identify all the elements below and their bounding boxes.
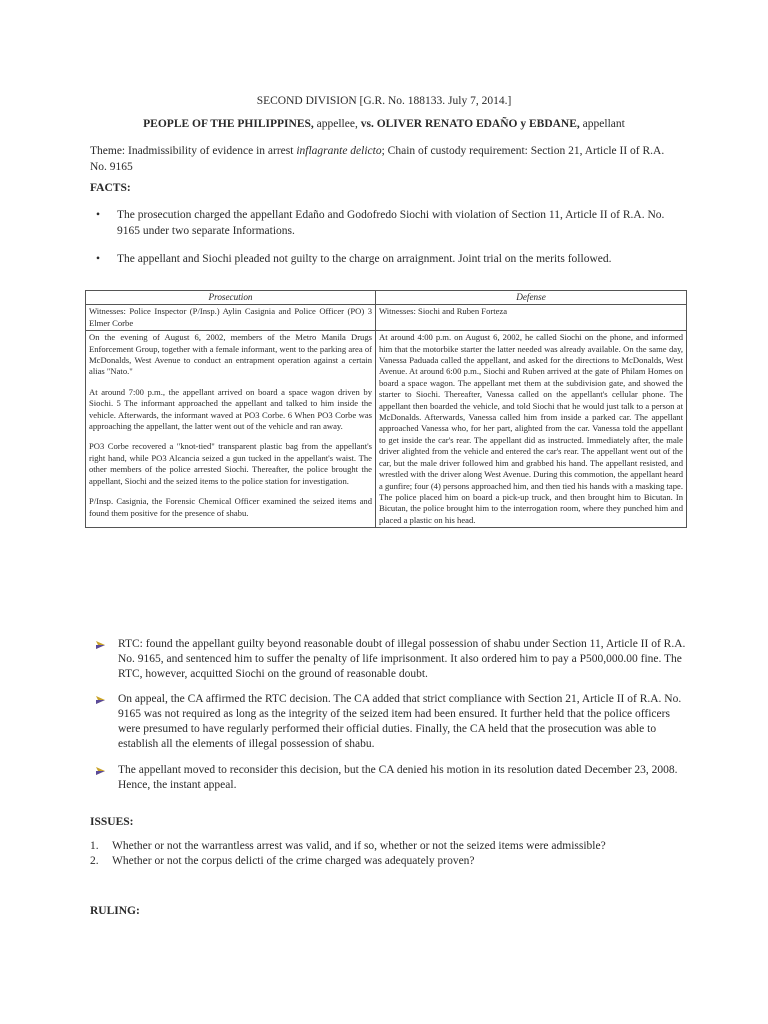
list-item [90, 637, 690, 682]
defense-header: Defense [376, 291, 687, 305]
evidence-table [85, 290, 687, 528]
arrow-bullet-icon [94, 694, 106, 706]
appellant-name: vs. OLIVER RENATO EDAÑO y EBDANE, [360, 118, 580, 130]
facts-list [90, 207, 690, 267]
list-item-text: The appellant moved to reconsider this decision, but the CA denied his motion in its resolution dated December 23, 2008. Hence, the instant appeal. [118, 764, 678, 791]
defense-witnesses: Witnesses: Siochi and Ruben Forteza [376, 305, 687, 331]
list-item-text: Whether or not the warrantless arrest was valid, and if so, whether or not the seized items were admissible? [112, 840, 606, 852]
list-item-text: On appeal, the CA affirmed the RTC decision. The CA added that strict compliance with Section 21, Article II of R.A. No. 9165 was not required as long as the integrity of the seized item had been ensured. It further held that the police officers were presumed to have regularly performed their official duties. Finally, the CA held that the prosecution was able to establish all the elements of illegal possession of shabu. [118, 693, 682, 750]
ruling-heading: RULING: [90, 905, 140, 917]
theme-italic: inflagrante delicto [296, 145, 382, 157]
list-item [90, 251, 690, 267]
arrow-bullet-icon [94, 639, 106, 651]
case-title [0, 118, 768, 130]
facts-heading: FACTS: [90, 182, 131, 194]
list-item-number: 2. [90, 855, 99, 867]
list-item [90, 763, 690, 793]
list-item [90, 854, 690, 869]
list-item [90, 207, 690, 239]
bullet-icon: • [96, 209, 101, 221]
division-heading: SECOND DIVISION [G.R. No. 188133. July 7, 2014.] [256, 95, 512, 107]
table-row [86, 331, 687, 528]
appellant-label: appellant [579, 118, 625, 130]
theme-prefix: Theme: Inadmissibility of evidence in arrest [90, 145, 297, 157]
table-paragraph: PO3 Corbe recovered a "knot-tied" transparent plastic bag from the appellant's right hand, while PO3 Alcancia seized a gun tucked in the appellant's waist. The other members of the police arrested Siochi. Thereafter, the police brought the appellant, Siochi and the seized items to the police station for investigation. [89, 441, 372, 486]
table-paragraph: P/Insp. Casignia, the Forensic Chemical Officer examined the seized items and found them positive for the presence of shabu. [89, 496, 372, 518]
list-item-text: The appellant and Siochi pleaded not guilty to the charge on arraignment. Joint trial on the merits followed. [117, 253, 612, 265]
issues-heading: ISSUES: [90, 816, 134, 828]
prosecution-header: Prosecution [86, 291, 376, 305]
appellee-label: appellee, [313, 118, 361, 130]
list-item-number: 1. [90, 840, 99, 852]
table-header-row [86, 291, 687, 305]
table-paragraph: On the evening of August 6, 2002, members of the Metro Manila Drugs Enforcement Group, together with a female informant, went to the parking area of McDonalds, West Avenue to conduct an entrapment operation against a certain alias "Nato." [89, 332, 372, 377]
arrow-bullet-icon [94, 765, 106, 777]
list-item-text: The prosecution charged the appellant Edaño and Godofredo Siochi with violation of Section 11, Article II of R.A. No. 9165 under two separate Informations. [117, 209, 665, 237]
appellee-name: PEOPLE OF THE PHILIPPINES, [143, 118, 314, 130]
theme-paragraph [90, 143, 682, 175]
list-item [90, 692, 690, 752]
table-row [86, 305, 687, 331]
list-item-text: RTC: found the appellant guilty beyond reasonable doubt of illegal possession of shabu under Section 11, Article II of R.A. No. 9165, and sentenced him to suffer the penalty of life imprisonment. It also ordered him to pay a P500,000.00 fine. The RTC, however, acquitted Siochi on the ground of reasonable doubt. [118, 638, 686, 680]
prosecution-witnesses: Witnesses: Police Inspector (P/Insp.) Aylin Casignia and Police Officer (PO) 3 Elmer Corbe [86, 305, 376, 331]
prosecution-account [86, 331, 376, 528]
defense-account: At around 4:00 p.m. on August 6, 2002, he called Siochi on the phone, and informed him that the motorbike starter the latter needed was already available. On the same day, Vanessa Paduada called the appellant, and asked for the directions to McDonalds, West Avenue. At around 6:00 p.m., Siochi and Ruben arrived at the gate of Philam Homes on board a space wagon. The appellant met them at the subdivision gate, and showed the starter to Siochi. Thereafter, Vanessa called on the appellant's cellular phone. The appellant then boarded the vehicle, and told Siochi that he would just talk to a person at McDonalds. Afterwards, Vanessa called him from inside a parked car. The appellant approached Vanessa who, for her part, alighted from the car. Vanessa told the appellant to get inside the car's rear. The appellant did as instructed. Immediately after, the male driver alighted from the vehicle and entered the car's rear. The appellant went out of the car, but the male driver followed him and grabbed his hand. The appellant resisted, and wrestled with the driver along West Avenue. During this commotion, the appellant heard a gunfire; four (4) persons approached him, and then tied his hands with a masking tape. The police placed him on board a pick-up truck, and then brought him to Bicutan. In Bicutan, the police brought him to the interrogation room, where they punched him and placed a plastic on his head. [376, 331, 687, 528]
list-item-text: Whether or not the corpus delicti of the crime charged was adequately proven? [112, 855, 475, 867]
bullet-icon: • [96, 253, 101, 265]
issues-list [90, 839, 690, 869]
table-paragraph: At around 7:00 p.m., the appellant arrived on board a space wagon driven by Siochi. 5 The informant approached the appellant and talked to him inside the vehicle. Afterwards, the informant waved at PO3 Corbe. 6 When PO3 Corbe was approaching the appellant, the latter went out of the vehicle and ran away. [89, 386, 372, 432]
theme-suffix: ; Chain of custody requirement: Section 21, Article II of R.A. No. 9165 [90, 145, 665, 173]
list-item [90, 839, 690, 854]
